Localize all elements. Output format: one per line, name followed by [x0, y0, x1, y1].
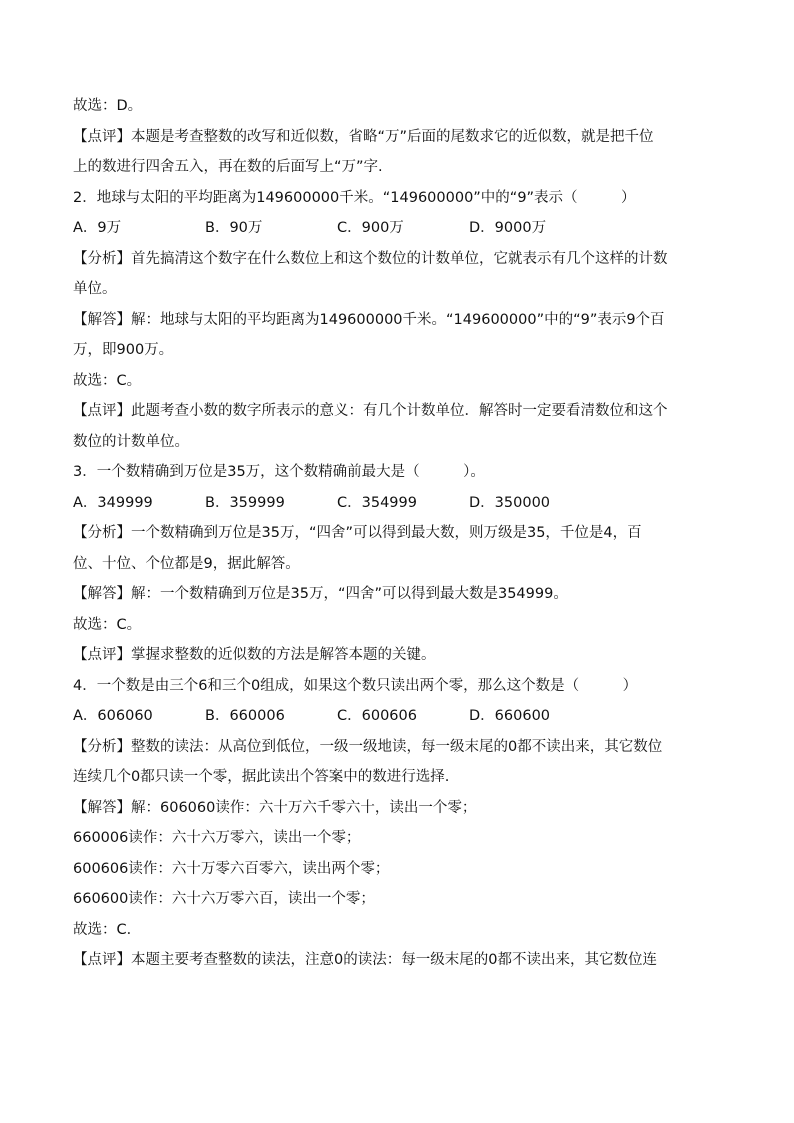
q4-comment-line-1: 【点评】本题主要考查整数的读法，注意0的读法：每一级末尾的0都不读出来，其它数位连 — [73, 952, 657, 968]
q1-comment-line-2: 上的数进行四舍五入，再在数的后面写上“万”字. — [73, 159, 383, 175]
q3-analysis-line-1: 【分析】一个数精确到万位是35万，“四舍”可以得到最大数，则万级是35，千位是4，百 — [73, 525, 642, 541]
q2-analysis-line-1: 【分析】首先搞清这个数字在什么数位上和这个数位的计数单位，它就表示有几个这样的计数 — [73, 250, 668, 267]
q2-option-d: D．9000万 — [469, 220, 547, 236]
q3-option-a: A．349999 — [73, 494, 153, 511]
q4-solution-line-2: 660006读作：六十六万零六，读出一个零； — [73, 830, 361, 846]
q2-option-c: C．900万 — [337, 220, 404, 236]
q2-analysis-line-2: 单位。 — [73, 281, 117, 297]
q3-comment: 【点评】掌握求整数的近似数的方法是解答本题的关键。 — [73, 647, 436, 663]
q2-comment-line-2: 数位的计数单位。 — [73, 433, 189, 450]
q4-analysis-line-2: 连续几个0都只读一个零，据此读出个答案中的数进行选择. — [73, 769, 450, 785]
q1-comment-line-1: 【点评】本题是考查整数的改写和近似数，省略“万”后面的尾数求它的近似数，就是把千位 — [73, 128, 654, 145]
q3-options — [73, 493, 733, 513]
q2-answer: 故选：C。 — [73, 372, 142, 389]
q3-solution: 【解答】解：一个数精确到万位是35万，“四舍”可以得到最大数是354999。 — [73, 586, 568, 602]
q4-analysis-line-1: 【分析】整数的读法：从高位到低位，一级一级地读，每一级末尾的0都不读出来，其它数位 — [73, 738, 663, 755]
q2-option-a: A．9万 — [73, 220, 122, 236]
q2-comment-line-1: 【点评】此题考查小数的数字所表示的意义：有几个计数单位．解答时一定要看清数位和这个 — [73, 403, 668, 419]
q4-option-c: C．600606 — [337, 708, 417, 724]
q2-solution-line-1: 【解答】解：地球与太阳的平均距离为149600000千米。“149600000”中的“9”表示9个百 — [73, 311, 665, 328]
q4-solution-line-4: 660600读作：六十六万零六百，读出一个零； — [73, 891, 375, 907]
q3-option-d: D．350000 — [469, 494, 551, 511]
document-page — [73, 96, 733, 981]
q4-option-d: D．660600 — [469, 708, 551, 724]
q3-option-b: B．359999 — [205, 494, 285, 511]
q4-answer: 故选：C． — [73, 921, 142, 938]
q2-options — [73, 218, 733, 238]
q2-option-b: B．90万 — [205, 220, 263, 236]
q4-option-b: B．660006 — [205, 708, 285, 724]
q4-solution-line-1: 【解答】解：606060读作：六十万六千零六十，读出一个零； — [73, 799, 477, 816]
q1-answer: 故选：D。 — [73, 98, 143, 114]
q2-solution-line-2: 万，即900万。 — [73, 342, 174, 358]
q3-analysis-line-2: 位、十位、个位都是9，据此解答。 — [73, 555, 300, 572]
q3-question: 3．一个数精确到万位是35万，这个数精确前最大是（ ）。 — [73, 464, 485, 480]
q4-question: 4．一个数是由三个6和三个0组成，如果这个数只读出两个零，那么这个数是（ ） — [73, 677, 638, 694]
q4-solution-line-3: 600606读作：六十万零六百零六，读出两个零； — [73, 860, 390, 877]
q4-options — [73, 706, 733, 726]
q3-option-c: C．354999 — [337, 494, 417, 511]
q4-option-a: A．606060 — [73, 708, 153, 724]
q3-answer: 故选：C。 — [73, 616, 142, 633]
q2-question: 2．地球与太阳的平均距离为149600000千米。“149600000”中的“9”表示（ ） — [73, 189, 636, 206]
